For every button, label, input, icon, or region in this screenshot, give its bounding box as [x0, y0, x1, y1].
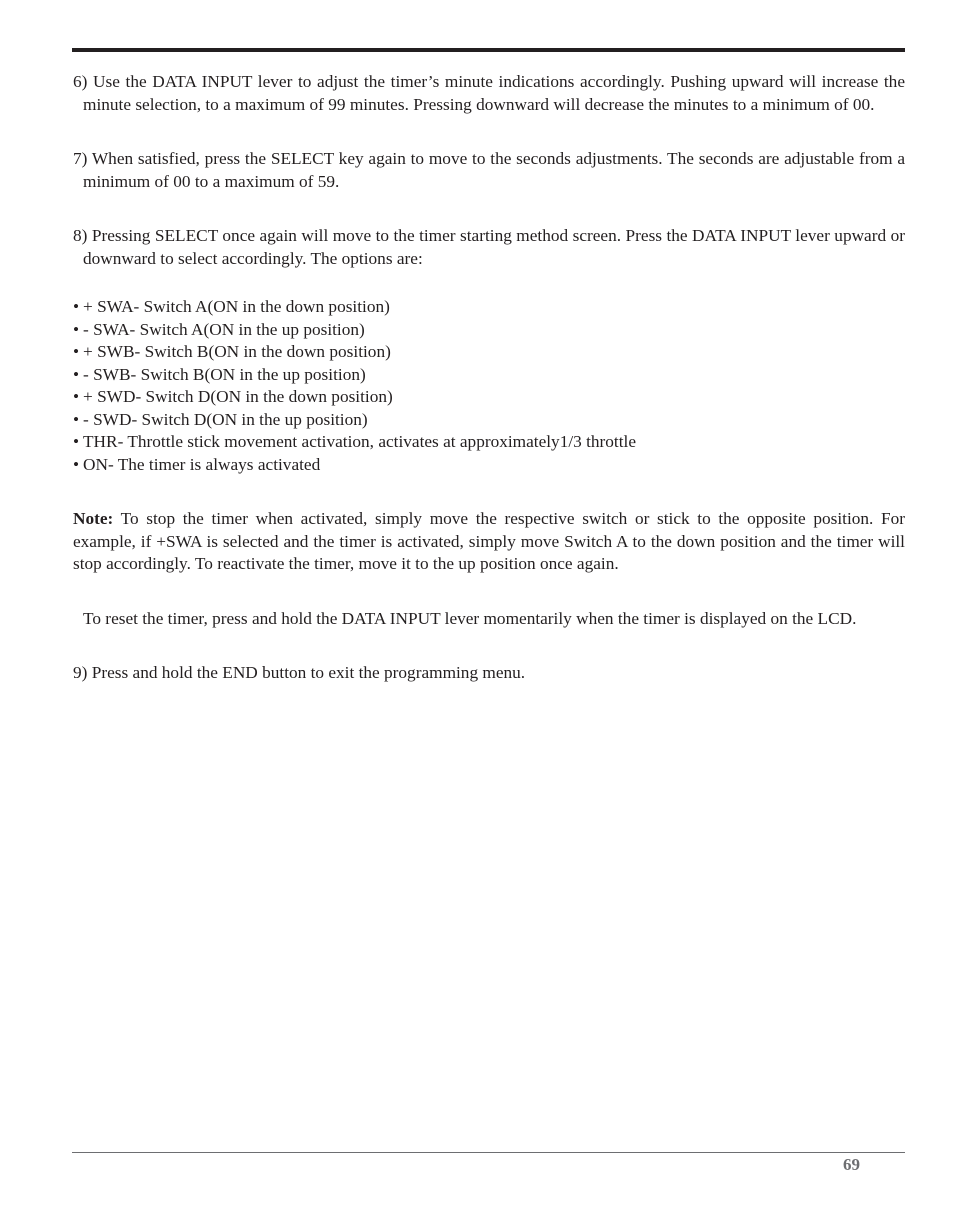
bullet-icon: • [73, 319, 80, 339]
option-item [73, 454, 905, 477]
option-item [73, 296, 905, 319]
step-9-paragraph: 9) Press and hold the END button to exit the programming menu. [73, 663, 526, 682]
option-item [73, 319, 905, 342]
option-text: + SWD- Switch D(ON in the down position) [83, 387, 393, 406]
bullet-icon: • [73, 432, 80, 451]
option-text: ON- The timer is always activated [83, 454, 321, 474]
step-7-paragraph: 7) When satisfied, press the SELECT key again to move to the seconds adjustments. The seconds are adjustable from a minimum of 00 to a maximum of 59. [73, 149, 905, 191]
option-text: - SWD- Switch D(ON in the up position) [83, 409, 368, 429]
bullet-icon: • [73, 454, 80, 474]
page-content [73, 71, 905, 685]
option-item [73, 409, 905, 432]
note-text: To stop the timer when activated, simply move the respective switch or stick to the opposite position. For example, if +SWA is selected and the timer is activated, simply move Switch A to the down position and the timer will stop accordingly. To reactivate the timer, move it to the up position once again. [73, 509, 905, 573]
note-label: Note: [73, 509, 114, 528]
option-item [73, 431, 905, 454]
option-item [73, 386, 905, 409]
top-rule [72, 48, 905, 52]
bullet-icon: • [73, 364, 80, 384]
step-8-paragraph: 8) Pressing SELECT once again will move to the timer starting method screen. Press the DATA INPUT lever upward or downward to select accordingly. The options are: [73, 226, 905, 268]
timer-start-options-list [73, 296, 905, 476]
option-item [73, 341, 905, 364]
note-paragraph [73, 508, 905, 576]
option-item [73, 364, 905, 387]
bullet-icon: • [73, 409, 80, 429]
option-text: - SWB- Switch B(ON in the up position) [83, 364, 366, 384]
bullet-icon: • [73, 387, 80, 406]
option-text: + SWB- Switch B(ON in the down position) [83, 342, 391, 361]
option-text: THR- Throttle stick movement activation, activates at approximately1/3 throttle [83, 432, 637, 451]
step-6-paragraph: 6) Use the DATA INPUT lever to adjust the timer’s minute indications accordingly. Pushing upward will increase the minute selection, to a maximum of 99 minutes. Pressing downward will decrease the minutes to a minimum of 00. [73, 72, 905, 114]
bullet-icon: • [73, 342, 80, 361]
bullet-icon: • [73, 297, 80, 316]
option-text: + SWA- Switch A(ON in the down position) [83, 297, 390, 316]
reset-timer-paragraph: To reset the timer, press and hold the DATA INPUT lever momentarily when the timer is displayed on the LCD. [83, 608, 857, 628]
page-number: 69 [843, 1155, 860, 1174]
option-text: - SWA- Switch A(ON in the up position) [83, 319, 365, 339]
bottom-rule [72, 1152, 905, 1153]
